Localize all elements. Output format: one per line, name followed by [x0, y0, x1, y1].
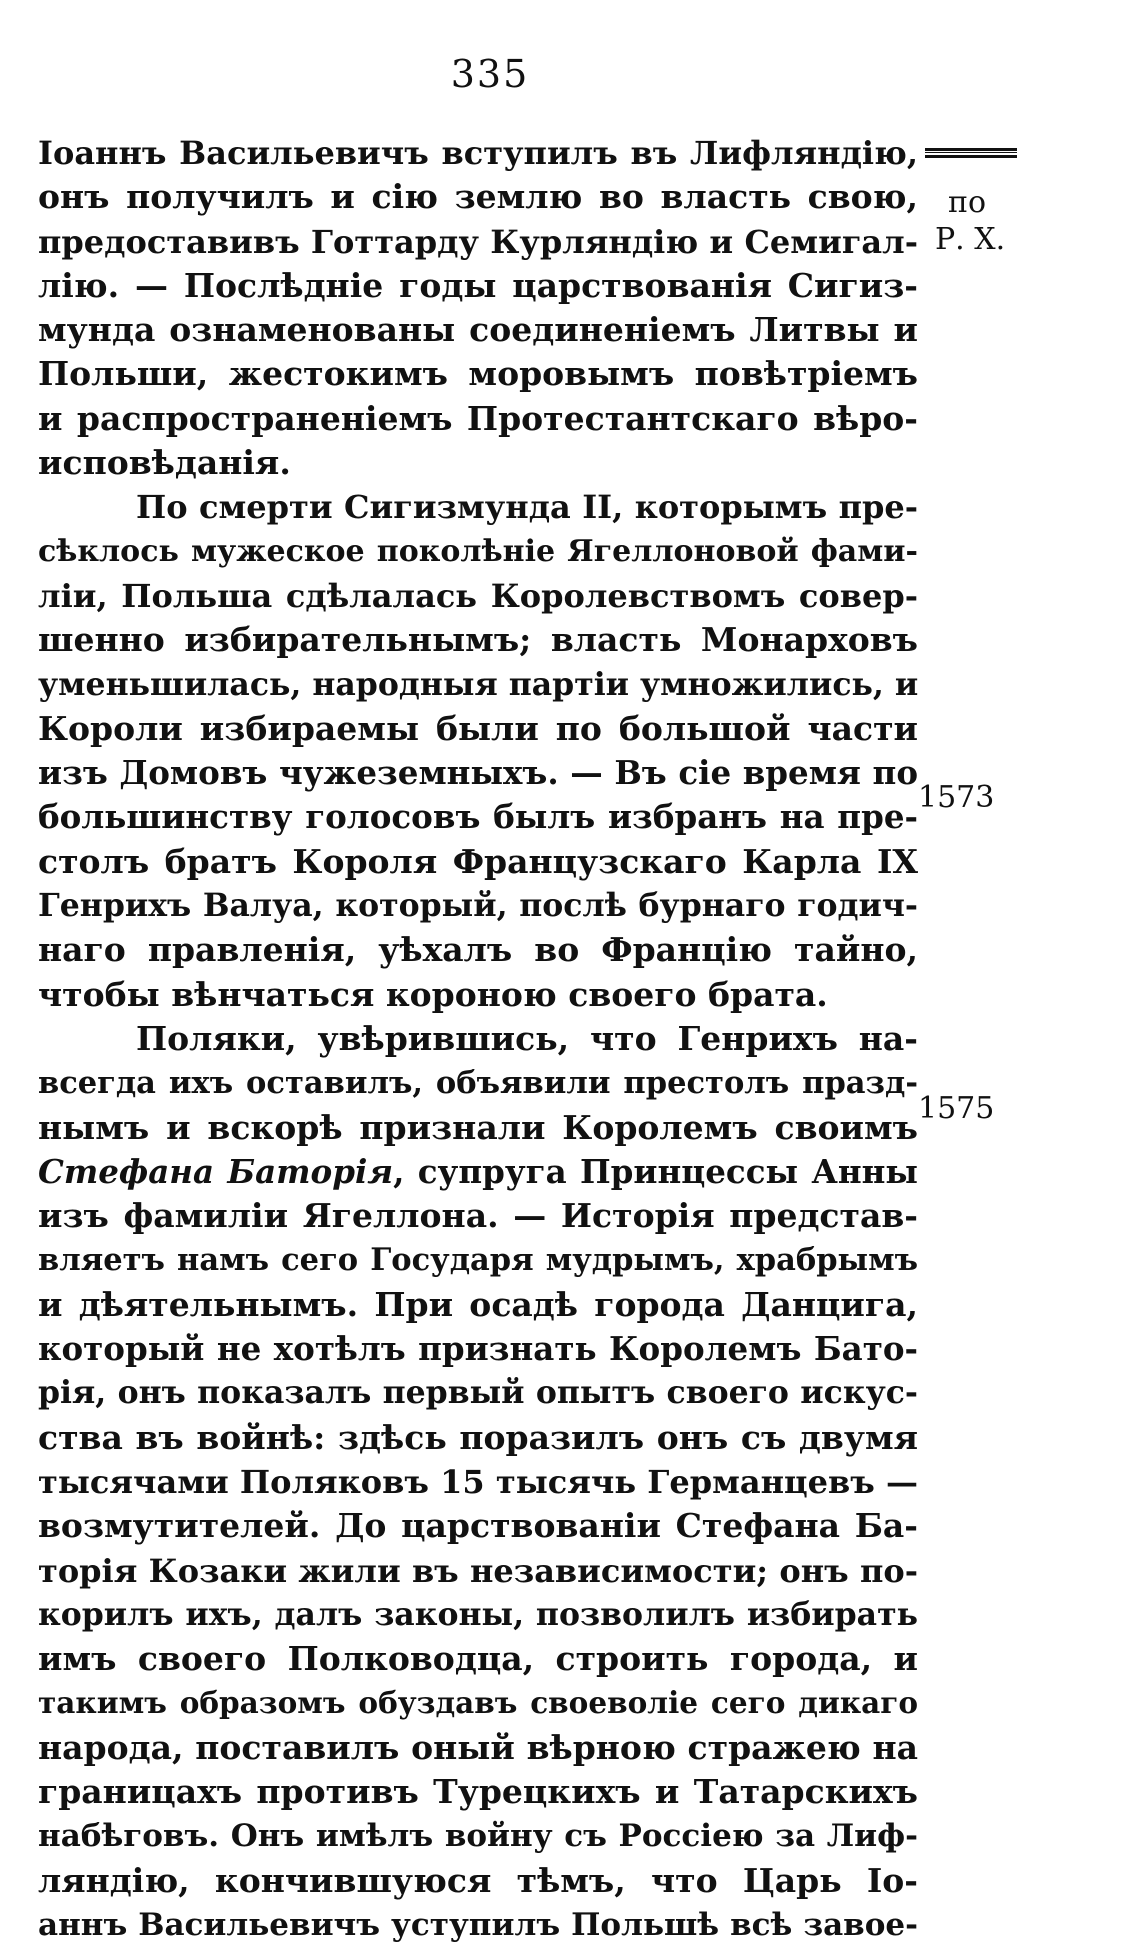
text-line-8: исповѣданія.	[38, 443, 291, 483]
text-line-15: изъ Домовъ чужеземныхъ. — Въ сіе время по	[38, 753, 918, 793]
text-line-16: большинству голосовъ былъ избранъ на пре-	[38, 797, 918, 837]
text-line-23: нымъ и вскорѣ признали Королемъ своимъ	[38, 1107, 918, 1147]
text-line-21: Поляки, увѣрившись, что Генрихъ на-	[136, 1018, 918, 1058]
text-line-26: вляетъ намъ сего Государя мудрымъ, храбрымъ	[38, 1242, 918, 1279]
text-line-37: народа, поставилъ оный вѣрною стражею на	[38, 1727, 918, 1767]
text-line-1: Іоаннъ Васильевичъ вступилъ въ Лифляндію,	[38, 134, 918, 172]
text-line-10: сѣклось мужеское поколѣніе Ягеллоновой фами-	[38, 533, 918, 569]
text-line-33: торія Козаки жили въ независимости; онъ по-	[38, 1551, 918, 1590]
text-line-40: ляндію, кончившуюся тѣмъ, что Царь Іо-	[38, 1860, 918, 1900]
text-line-11: ліи, Польша сдѣлалась Королевствомъ совер-	[38, 576, 918, 615]
margin-era-rx: Р. Х.	[935, 222, 1006, 257]
text-line-30: ства въ войнѣ: здѣсь поразилъ онъ съ двумя	[38, 1417, 918, 1457]
text-line-41: аннъ Васильевичъ уступилъ Польшѣ всѣ завоe-	[38, 1906, 918, 1943]
italic-name: Стефана Баторія	[38, 1151, 394, 1191]
text-line-14: Короли избираемы были по большой части	[38, 708, 918, 748]
text-line-34: корилъ ихъ, далъ законы, позволилъ избирать	[38, 1595, 918, 1633]
text-line-6: Польши, жестокимъ моровымъ повѣтріемъ	[38, 354, 918, 394]
margin-year-1573: 1573	[918, 780, 995, 815]
text-line-35: имъ своего Полководца, строить города, и	[38, 1639, 918, 1679]
margin-double-rule	[925, 148, 1017, 158]
page-number: 335	[450, 52, 530, 96]
text-line-5: мунда ознаменованы соединеніемъ Литвы и	[38, 310, 918, 350]
text-line-22: всегда ихъ оставилъ, объявили престолъ празд-	[38, 1065, 918, 1102]
text-line-13: уменьшилась, народныя партіи умножились, и	[38, 665, 918, 703]
margin-year-1575: 1575	[918, 1091, 995, 1126]
text-line-24-rest: , супруга Принцессы Анны	[393, 1151, 918, 1191]
text-line-17: столъ братъ Короля Французскаго Карла IX	[38, 841, 918, 881]
text-line-3: предоставивъ Готтарду Курляндію и Семигал-	[38, 222, 918, 261]
text-line-20: чтобы вѣнчаться короною своего брата.	[38, 974, 828, 1014]
text-line-29: рія, онъ показалъ первый опытъ своего искус-	[38, 1374, 918, 1412]
text-line-2: онъ получилъ и сію землю во власть свою,	[38, 177, 918, 217]
text-line-24	[38, 1150, 918, 1194]
text-line-36: такимъ образомъ обуздавъ своеволіе сего дикаго	[38, 1685, 918, 1721]
text-line-7: и распространеніемъ Протестантскаго вѣро-	[38, 398, 918, 438]
text-line-27: и дѣятельнымъ. При осадѣ города Данцига,	[38, 1284, 918, 1324]
text-line-9: По смерти Сигизмунда II, которымъ пре-	[136, 488, 918, 527]
text-line-4: лію. — Послѣдніе годы царствованія Сигиз-	[38, 265, 918, 305]
text-line-19: наго правленія, уѣхалъ во Францію тайно,	[38, 930, 918, 970]
text-line-18: Генрихъ Валуа, который, послѣ бурнаго годич-	[38, 887, 918, 925]
text-line-28: который не хотѣлъ признать Королемъ Бато-	[38, 1329, 918, 1369]
margin-era-po: по	[948, 185, 987, 220]
text-line-12: шенно избирательнымъ; власть Монарховъ	[38, 620, 918, 660]
text-line-38: границахъ противъ Турецкихъ и Татарскихъ	[38, 1771, 918, 1811]
text-line-25: изъ фамиліи Ягеллона. — Исторія представ-	[38, 1196, 918, 1236]
main-text	[38, 131, 918, 1947]
text-line-31: тысячами Поляковъ 15 тысячь Германцевъ —	[38, 1462, 918, 1501]
text-line-32: возмутителей. До царствованіи Стефана Ба-	[38, 1506, 918, 1546]
text-line-39: набѣговъ. Онъ имѣлъ войну съ Россіею за Лиф-	[38, 1818, 918, 1855]
